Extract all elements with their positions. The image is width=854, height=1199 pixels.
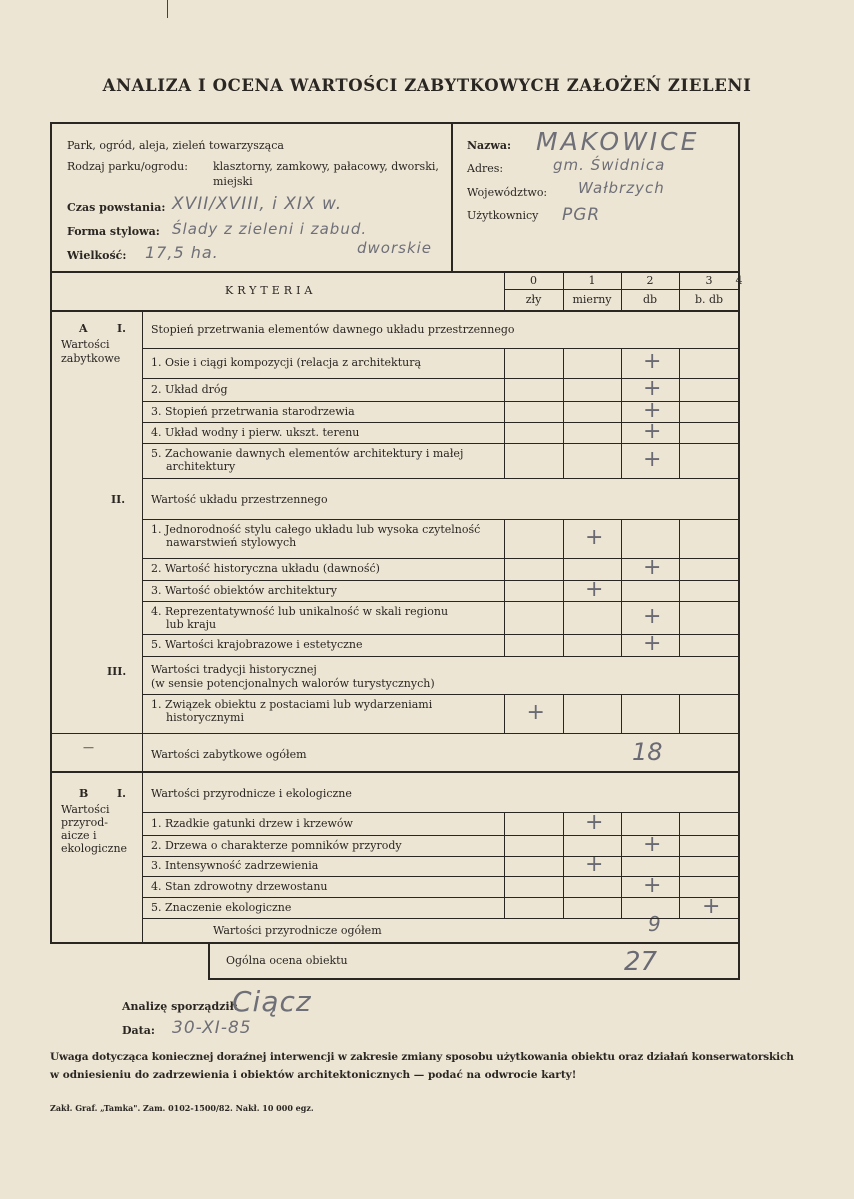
- score-cell-divider: [621, 694, 622, 733]
- users-value: PGR: [562, 205, 601, 225]
- section-a-letter: A: [79, 322, 88, 335]
- criterion-label: 1. Osie i ciągi kompozycji (relacja z architekturą: [151, 356, 422, 369]
- score-mark: +: [643, 349, 662, 374]
- analyst-signature: Ciącz: [232, 985, 312, 1018]
- criterion-label: 5. Wartości krajobrazowe i estetyczne: [151, 638, 363, 651]
- criterion-row-rule: [142, 733, 739, 734]
- score-cell-divider: [563, 897, 564, 918]
- criterion-label: 3. Intensywność zadrzewienia: [151, 859, 319, 872]
- group-iii-heading-2: (w sensie potencjonalnych walorów turystycznych): [151, 677, 435, 690]
- score-mark: +: [643, 603, 662, 629]
- printer-imprint: Zakł. Graf. „Tamka". Zam. 0102-1500/82. Nakł. 10 000 egz.: [50, 1103, 314, 1113]
- criteria-header: KRYTERIA: [225, 284, 317, 297]
- note-line-1: Uwaga dotycząca koniecznej doraźnej interwencji w zakresie zmiany sposobu użytkowania obiektu oraz działań konserwatorskich: [50, 1051, 794, 1063]
- criterion-label: 5. Zachowanie dawnych elementów architektury i małej: [151, 447, 464, 460]
- score-cell-divider: [563, 348, 564, 378]
- section-b-top-rule: [51, 771, 739, 773]
- score-cell-divider: [679, 897, 680, 918]
- score-column-label: zły: [525, 293, 542, 306]
- criterion-label: 5. Znaczenie ekologiczne: [151, 900, 292, 914]
- criterion-label: 4. Reprezentatywność lub unikalność w skali regionu: [151, 605, 449, 618]
- score-mark: +: [702, 893, 721, 919]
- section-b-name-3: aicze i: [61, 829, 97, 842]
- name-value: MAKOWICE: [536, 127, 700, 156]
- score-mark: +: [643, 446, 662, 472]
- score-cell-divider: [679, 580, 680, 601]
- section-column-divider: [142, 311, 143, 942]
- section-a-name-2: zabytkowe: [61, 352, 121, 365]
- section-b-roman: I.: [117, 787, 126, 800]
- score-mark: +: [643, 418, 662, 444]
- score-cell-divider: [679, 634, 680, 656]
- criterion-row-rule: [142, 601, 739, 602]
- park-type-label: Park, ogród, aleja, zieleń towarzysząca: [67, 139, 284, 152]
- form-title: ANALIZA I OCENA WARTOŚCI ZABYTKOWYCH ZAŁOŻEŃ ZIELENI: [102, 76, 752, 95]
- criterion-label: 1. Związek obiektu z postaciami lub wydarzeniami: [151, 698, 433, 711]
- style-value: Ślady z zieleni i zabud.: [172, 220, 368, 238]
- voivodeship-label: Województwo:: [467, 186, 548, 199]
- score-mark: +: [585, 809, 604, 835]
- criterion-label: 3. Wartość obiektów architektury: [151, 583, 337, 597]
- score-cell-divider: [504, 856, 505, 876]
- score-cell-divider: [621, 401, 622, 422]
- score-cell-divider: [679, 876, 680, 897]
- group-b-heading: Wartości przyrodnicze i ekologiczne: [151, 787, 352, 800]
- header-row-bottom: [51, 310, 739, 312]
- score-cell-divider: [621, 558, 622, 580]
- score-column-label: mierny: [572, 293, 612, 306]
- size-value: 17,5 ha.: [145, 243, 219, 262]
- date-label: Data:: [122, 1024, 155, 1037]
- time-value: XVII/XVIII, i XIX w.: [172, 194, 343, 214]
- address-label: Adres:: [467, 162, 504, 175]
- score-cell-divider: [504, 378, 505, 401]
- total-b-label: Wartości przyrodnicze ogółem: [213, 924, 382, 937]
- score-cell-divider: [679, 443, 680, 478]
- overall-label: Ogólna ocena obiektu: [226, 954, 348, 967]
- score-mark: +: [643, 631, 662, 656]
- score-mark: +: [643, 375, 662, 401]
- criterion-label: 1. Jednorodność stylu całego układu lub wysoka czytelność: [151, 523, 481, 536]
- score-cell-divider: [679, 422, 680, 443]
- score-cell-divider: [679, 558, 680, 580]
- kind-options-2: miejski: [213, 175, 253, 188]
- score-cell-divider: [679, 519, 680, 558]
- score-cell-divider: [563, 856, 564, 876]
- score-cell-divider: [504, 812, 505, 835]
- score-cell-divider: [621, 835, 622, 856]
- score-cell-divider: [563, 422, 564, 443]
- score-column-divider: [504, 272, 505, 310]
- criterion-label-cont: historycznymi: [166, 711, 244, 724]
- section-a-name-1: Wartości: [61, 338, 110, 351]
- total-a-dash: —: [83, 741, 94, 754]
- name-label: Nazwa:: [467, 139, 512, 152]
- group-b-rule: [142, 812, 739, 813]
- pen-stroke: [167, 0, 168, 18]
- score-cell-divider: [504, 876, 505, 897]
- overall-value: 27: [624, 947, 658, 977]
- roman-ii: II.: [111, 493, 126, 506]
- section-b-letter: B: [79, 787, 89, 800]
- score-column-label: db: [642, 293, 658, 306]
- score-cell-divider: [679, 694, 680, 733]
- score-column-number: 2: [646, 274, 654, 287]
- score-cell-divider: [679, 835, 680, 856]
- note-line-2: w odniesieniu do zadrzewienia i obiektów architektonicznych — podać na odwrocie karty!: [50, 1069, 577, 1081]
- address-value: gm. Świdnica: [553, 156, 666, 174]
- score-cell-divider: [563, 694, 564, 733]
- roman-iii: III.: [107, 665, 127, 678]
- score-cell-divider: [621, 876, 622, 897]
- analyst-label: Analizę sporządził:: [122, 1000, 238, 1013]
- score-cell-divider: [504, 422, 505, 443]
- kind-options: klasztorny, zamkowy, pałacowy, dworski,: [213, 160, 439, 173]
- score-cell-divider: [504, 558, 505, 580]
- criterion-label: 2. Wartość historyczna układu (dawność): [151, 562, 380, 575]
- score-cell-divider: [621, 634, 622, 656]
- score-cell-divider: [679, 856, 680, 876]
- header-bottom-rule: [51, 271, 739, 273]
- score-cell-divider: [621, 519, 622, 558]
- group-ii-rule: [142, 519, 739, 520]
- group-iii-heading-1: Wartości tradycji historycznej: [151, 663, 317, 676]
- criterion-row-rule: [142, 580, 739, 581]
- score-cell-divider: [621, 580, 622, 601]
- score-column-number: 3: [705, 274, 713, 287]
- score-column-number: 4: [735, 274, 743, 287]
- score-cell-divider: [621, 897, 622, 918]
- size-label: Wielkość:: [67, 249, 127, 262]
- style-value-2: dworskie: [357, 239, 433, 257]
- score-cell-divider: [504, 897, 505, 918]
- score-cell-divider: [679, 601, 680, 634]
- score-cell-divider: [679, 401, 680, 422]
- score-cell-divider: [504, 601, 505, 634]
- voivodeship-value: Wałbrzych: [578, 179, 665, 197]
- users-label: Użytkownicy: [467, 209, 539, 222]
- score-cell-divider: [563, 443, 564, 478]
- score-cell-divider: [504, 443, 505, 478]
- total-b-value: 9: [648, 912, 661, 936]
- score-cell-divider: [504, 634, 505, 656]
- time-label: Czas powstania:: [67, 201, 166, 214]
- score-cell-divider: [563, 401, 564, 422]
- score-cell-divider: [621, 422, 622, 443]
- score-cell-divider: [621, 856, 622, 876]
- score-mark: +: [585, 852, 604, 877]
- group-iii-rule: [142, 694, 739, 695]
- score-mark: +: [643, 872, 662, 898]
- score-cell-divider: [679, 378, 680, 401]
- header-divider: [451, 123, 453, 271]
- section-a-roman: I.: [117, 322, 126, 335]
- criterion-label: 4. Układ wodny i pierw. ukszt. terenu: [151, 425, 360, 439]
- criterion-label-cont: lub kraju: [166, 618, 217, 631]
- score-cell-divider: [621, 812, 622, 835]
- date-value: 30-XI-85: [172, 1018, 252, 1038]
- criterion-label: 1. Rzadkie gatunki drzew i krzewów: [151, 816, 353, 830]
- criterion-label-cont: nawarstwień stylowych: [166, 536, 297, 549]
- score-mark: +: [585, 576, 604, 602]
- score-mark: +: [585, 524, 604, 550]
- score-column-divider: [621, 272, 622, 310]
- score-cell-divider: [563, 378, 564, 401]
- score-cell-divider: [563, 876, 564, 897]
- score-cell-divider: [621, 378, 622, 401]
- score-mark: +: [643, 831, 662, 857]
- score-cell-divider: [563, 519, 564, 558]
- criterion-label-cont: architektury: [166, 460, 236, 473]
- group-ii-heading: Wartość układu przestrzennego: [151, 493, 328, 506]
- score-mark: +: [526, 699, 545, 725]
- score-cell-divider: [563, 580, 564, 601]
- score-cell-divider: [679, 348, 680, 378]
- score-cell-divider: [621, 601, 622, 634]
- score-cell-divider: [504, 519, 505, 558]
- score-cell-divider: [504, 401, 505, 422]
- score-cell-divider: [504, 835, 505, 856]
- score-cell-divider: [563, 812, 564, 835]
- style-label: Forma stylowa:: [67, 225, 160, 238]
- total-a-value: 18: [632, 738, 663, 766]
- criterion-row-rule: [142, 478, 739, 479]
- criterion-label: 2. Drzewa o charakterze pomników przyrody: [151, 838, 402, 852]
- criterion-row-rule: [142, 918, 739, 919]
- score-column-label: b. db: [694, 293, 724, 306]
- score-cell-divider: [563, 835, 564, 856]
- criterion-label: 4. Stan zdrowotny drzewostanu: [151, 879, 328, 893]
- group-i-heading: Stopień przetrwania elementów dawnego układu przestrzennego: [151, 323, 515, 336]
- score-cell-divider: [563, 558, 564, 580]
- score-column-number: 1: [588, 274, 596, 287]
- score-mark: +: [643, 555, 662, 580]
- score-column-divider: [563, 272, 564, 310]
- criterion-row-rule: [142, 656, 739, 657]
- score-cell-divider: [504, 694, 505, 733]
- total-a-label: Wartości zabytkowe ogółem: [151, 748, 307, 761]
- score-cell-divider: [504, 580, 505, 601]
- score-mark: +: [643, 397, 662, 423]
- score-cell-divider: [679, 812, 680, 835]
- score-cell-divider: [504, 348, 505, 378]
- score-cell-divider: [563, 634, 564, 656]
- criterion-label: 3. Stopień przetrwania starodrzewia: [151, 404, 355, 418]
- kind-label: Rodzaj parku/ogrodu:: [67, 160, 188, 173]
- criterion-label: 2. Układ dróg: [151, 382, 228, 396]
- section-b-name-4: ekologiczne: [61, 842, 128, 855]
- section-b-name-2: przyrod-: [61, 816, 108, 829]
- score-cell-divider: [563, 601, 564, 634]
- section-b-name-1: Wartości: [61, 803, 110, 816]
- score-column-divider: [679, 272, 680, 310]
- score-cell-divider: [621, 348, 622, 378]
- score-cell-divider: [621, 443, 622, 478]
- score-column-number: 0: [530, 274, 537, 287]
